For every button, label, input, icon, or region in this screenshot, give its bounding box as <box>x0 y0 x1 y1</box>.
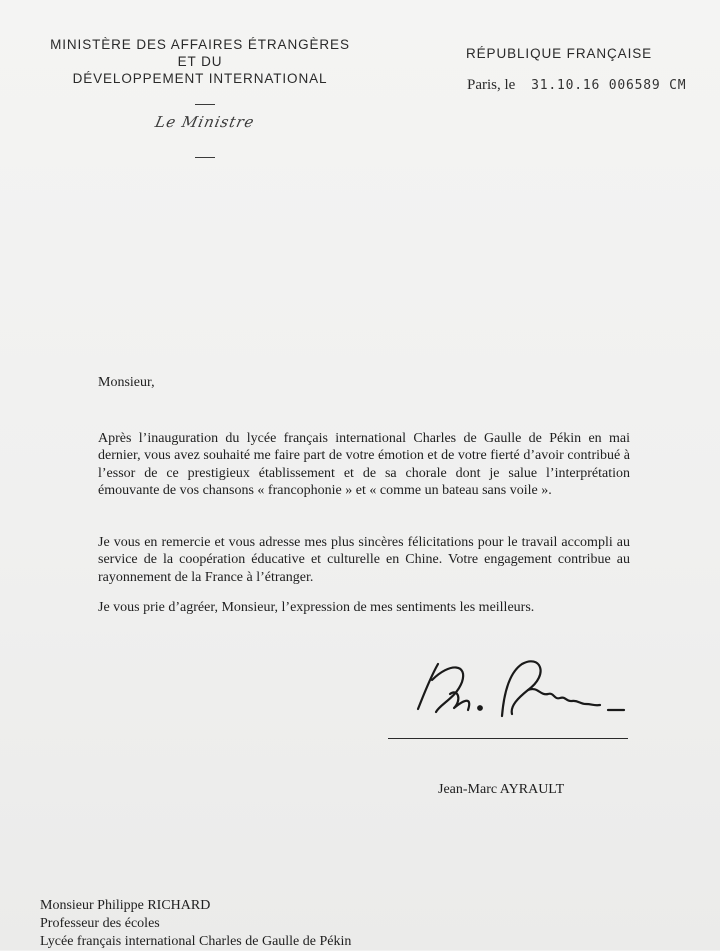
republic-header: RÉPUBLIQUE FRANÇAISE <box>466 46 653 61</box>
letter-paragraph-3: Je vous prie d’agréer, Monsieur, l’expression de mes sentiments les meilleurs. <box>98 600 535 615</box>
signature-line <box>388 738 628 739</box>
minister-title: Le Ministre <box>153 113 257 131</box>
date-stamp: 31.10.16 006589 CM <box>531 78 687 93</box>
recipient-title: Professeur des écoles <box>40 916 160 931</box>
date-prefix: Paris, le <box>467 77 516 93</box>
letter-paragraph-2: Je vous en remercie et vous adresse mes plus sincères félicitations pour le travail accompli au service de la coopération éducative et culturelle en Chine. Votre engagement contribue au rayonnement de la France à l’étranger. <box>98 535 630 585</box>
handwritten-signature <box>410 654 640 724</box>
letter-paragraph-1: Après l’inauguration du lycée français international Charles de Gaulle de Pékin en mai dernier, vous avez souhaité me faire part de votre émotion et de votre fierté d’avoir contribué à l’essor de ce prestigieux établissement et de sa chorale dont je salue l’interprétation émouvante de vos chansons « francophonie » et « comme un bateau sans voile ». <box>98 431 630 499</box>
date-line <box>467 77 686 94</box>
ministry-name-line2: ET DU <box>177 54 223 69</box>
letter-greeting: Monsieur, <box>98 375 155 390</box>
ministry-letterhead <box>40 36 360 87</box>
recipient-address <box>40 897 351 951</box>
ministry-name-line3: DÉVELOPPEMENT INTERNATIONAL <box>72 71 328 86</box>
signer-name: Jean-Marc AYRAULT <box>438 782 565 797</box>
recipient-institution: Lycée français international Charles de Gaulle de Pékin <box>40 934 352 949</box>
ministry-name-line1: MINISTÈRE DES AFFAIRES ÉTRANGÈRES <box>50 37 350 52</box>
recipient-name: Monsieur Philippe RICHARD <box>40 898 211 913</box>
letterhead-dash-bottom <box>195 157 215 158</box>
letterhead-dash-top <box>195 104 215 105</box>
